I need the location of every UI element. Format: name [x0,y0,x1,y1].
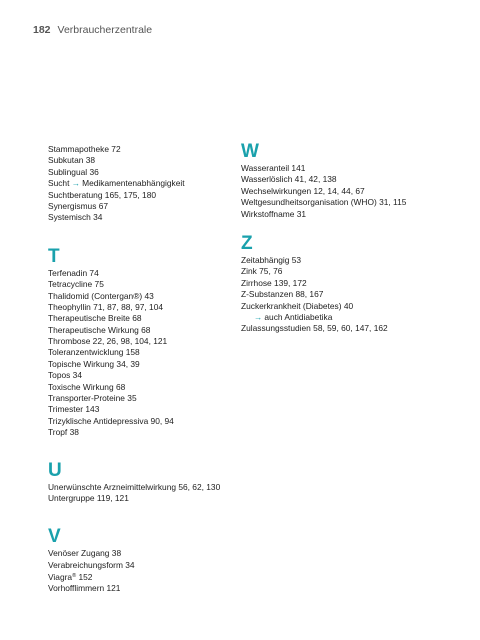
index-term: Terfenadin 74 [48,267,99,278]
index-entry [48,144,243,155]
index-entry [48,291,243,302]
index-term: Wasseranteil 141 [241,163,306,173]
index-term: Untergruppe 119, 121 [48,492,129,503]
running-header [33,23,152,37]
index-entry [48,313,243,324]
index-entry [241,186,436,197]
index-term: Toleranzentwicklung 158 [48,347,140,358]
index-entry [241,174,436,185]
index-term: Zink 75, 76 [241,266,283,277]
index-term: Therapeutische Breite 68 [48,313,142,324]
index-entry [48,571,243,582]
index-column-right [241,142,436,335]
index-term: Zuckerkrankheit (Diabetes) 40 [241,300,354,311]
index-entry [48,382,243,393]
index-term: Sucht [48,178,72,189]
index-term: Therapeutische Wirkung 68 [48,324,151,335]
index-entry [48,167,243,178]
index-term: Verabreichungsform 34 [48,559,135,570]
index-entry [241,209,436,220]
index-entry [48,268,243,279]
index-term: Transporter-Proteine 35 [48,393,137,404]
section-letter-u: U [48,459,62,481]
arrow-right-icon: → [71,178,81,189]
index-section-z [241,234,436,335]
index-entry [241,301,436,312]
index-term: Toxische Wirkung 68 [48,381,126,392]
index-term: Stammapotheke 72 [48,144,121,154]
index-term: Wasserlöslich 41, 42, 138 [241,174,337,185]
index-entry [48,370,243,381]
index-entry [241,278,436,289]
index-entry [48,427,243,438]
running-title: Verbraucherzentrale [57,24,153,36]
index-entry [48,404,243,415]
index-term: Trimester 143 [48,404,100,415]
index-entry [48,359,243,370]
index-entry [241,255,436,266]
index-section-w [241,142,436,220]
index-section-u [48,461,243,505]
index-section-v [48,527,243,594]
index-term: Suchtberatung 165, 175, 180 [48,189,157,200]
registered-mark: ® [72,573,77,580]
index-entry [48,190,243,201]
arrow-right-icon: → [254,311,263,322]
index-entry [48,325,243,336]
index-term: Systemisch 34 [48,212,103,223]
index-term: Trizyklische Antidepressiva 90, 94 [48,415,174,426]
index-entry [48,416,243,427]
index-term: Viagra [48,572,73,583]
index-term: Topos 34 [48,370,82,381]
index-entry [48,155,243,166]
index-term: Thrombose 22, 26, 98, 104, 121 [48,336,168,347]
index-term: Subkutan 38 [48,155,96,166]
page-number: 182 [33,24,51,36]
section-letter-v: V [48,526,61,548]
index-pages: 152 [76,572,93,583]
index-term: Tetracycline 75 [48,279,104,290]
index-entry [48,482,243,493]
section-letter-t: T [48,245,60,267]
index-term: Sublingual 36 [48,166,99,177]
index-term: Unerwünschte Arzneimittelwirkung 56, 62, 130 [48,481,221,492]
index-entry [48,279,243,290]
index-entry [48,201,243,212]
index-term: Wechselwirkungen 12, 14, 44, 67 [241,185,365,196]
index-entry [241,323,436,334]
section-letter-w: W [241,141,259,162]
index-entry [241,163,436,174]
index-term: Tropf 38 [48,427,79,438]
index-entry [48,347,243,358]
index-entry [48,393,243,404]
index-entry [48,560,243,571]
index-entry [48,302,243,313]
index-term: Zulassungsstudien 58, 59, 60, 147, 162 [241,323,388,334]
index-section-s [48,144,243,224]
index-entry [241,289,436,300]
index-term: Topische Wirkung 34, 39 [48,358,140,369]
index-term: Synergismus 67 [48,200,109,211]
index-term: Weltgesundheitsorganisation (WHO) 31, 115 [241,197,407,208]
index-entry [48,548,243,559]
index-entry [48,493,243,504]
index-term: Vorhofflimmern 121 [48,582,121,593]
cross-reference: auch Antidiabetika [264,311,333,322]
index-entry [241,197,436,208]
index-term: Zeitabhängig 53 [241,254,302,265]
index-section-t [48,247,243,439]
index-entry [241,312,436,323]
index-term: Theophyllin 71, 87, 88, 97, 104 [48,301,164,312]
index-entry [48,212,243,223]
index-term: Wirkstoffname 31 [241,208,307,219]
index-term: Z-Substanzen 88, 167 [241,289,324,300]
index-entry [48,583,243,594]
index-term: Venöser Zugang 38 [48,548,122,559]
index-entry [48,178,243,189]
cross-reference: Medikamentenabhängigkeit [82,178,185,189]
index-term: Thalidomid (Contergan®) 43 [48,290,154,301]
index-column-left [48,144,243,594]
section-letter-z: Z [241,232,253,254]
index-entry [48,336,243,347]
index-term: Zirrhose 139, 172 [241,277,307,288]
index-entry [241,266,436,277]
